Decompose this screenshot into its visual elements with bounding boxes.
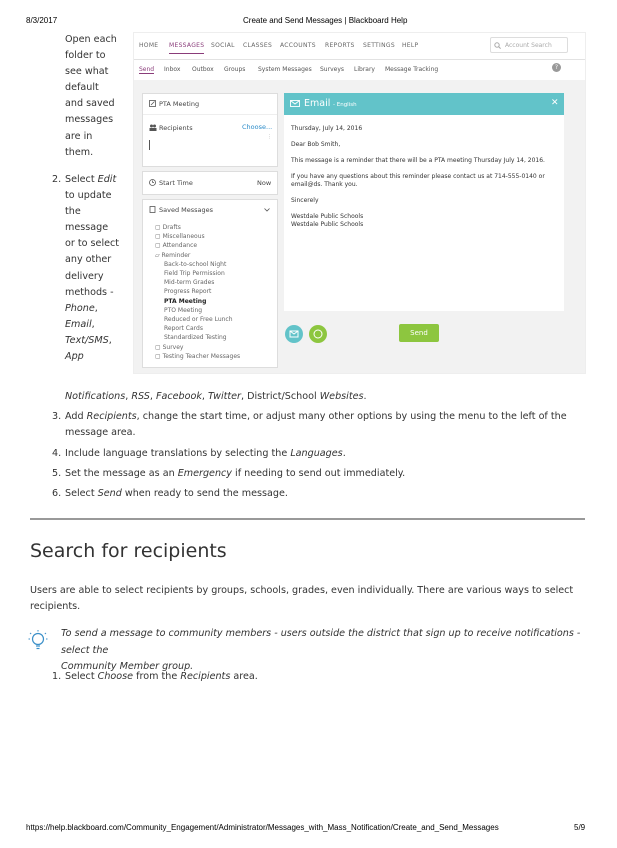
email-header	[284, 93, 564, 115]
subnav-system-messages[interactable]: System Messages	[258, 66, 312, 73]
nav-social[interactable]: SOCIAL	[211, 42, 235, 49]
tree-message[interactable]: Field Trip Permission	[164, 270, 225, 278]
section-heading: Search for recipients	[30, 540, 227, 562]
email-signature: Westdale Public Schools	[291, 221, 364, 228]
sub-nav	[134, 60, 585, 81]
tree-folder[interactable]: ▢ Drafts	[155, 224, 181, 231]
start-time-panel	[142, 171, 278, 195]
top-nav	[134, 33, 585, 60]
envelope-icon	[290, 100, 300, 107]
help-icon[interactable]: ?	[552, 63, 561, 72]
tree-message[interactable]: Report Cards	[164, 325, 203, 333]
lightbulb-icon	[28, 629, 48, 653]
section-paragraph: Users are able to select recipients by groups, schools, grades, even individually. There are various ways to select recipients.	[30, 585, 574, 613]
tree-folder[interactable]: ▢ Testing Teacher Messages	[155, 352, 241, 360]
nav-classes[interactable]: CLASSES	[243, 42, 273, 49]
close-icon[interactable]: ✕	[551, 98, 559, 108]
tree-folder-open[interactable]: ▱ Reminder	[155, 251, 191, 259]
email-title: Email	[304, 98, 331, 109]
tree-message[interactable]: Progress Report	[164, 288, 212, 296]
step3-number: 3.	[52, 411, 62, 422]
email-line: This message is a reminder that there will be a PTA meeting Thursday July 14, 2016.	[291, 157, 545, 164]
start-time-label: Start Time	[159, 179, 193, 187]
step6-number: 6.	[52, 488, 62, 499]
print-date: 8/3/2017	[26, 16, 58, 25]
message-settings-panel	[142, 93, 278, 167]
clock-icon	[149, 179, 156, 186]
search-icon	[494, 42, 501, 49]
group-icon	[149, 124, 157, 131]
tree-message[interactable]: Back-to-school Night	[164, 260, 227, 268]
email-signature: Westdale Public Schools	[291, 213, 364, 220]
email-date: Thursday, July 14, 2016	[291, 125, 363, 132]
document-icon	[149, 206, 156, 213]
step5-text: Set the message as an Emergency if needing to send out immediately.	[65, 468, 406, 479]
folder-tree	[155, 223, 240, 361]
section-divider	[30, 518, 585, 520]
step4-number: 4.	[52, 448, 62, 459]
choose-link[interactable]: Choose...	[242, 123, 273, 131]
email-line: email@ds. Thank you.	[291, 181, 358, 188]
email-closing: Sincerely	[291, 197, 319, 204]
saved-messages-label: Saved Messages	[159, 206, 214, 214]
tree-folder[interactable]: ▢ Survey	[155, 343, 184, 351]
tree-message[interactable]: Mid-term Grades	[164, 279, 215, 287]
nav-accounts[interactable]: ACCOUNTS	[280, 42, 316, 49]
recipients-label: Recipients	[159, 124, 193, 132]
nav-settings[interactable]: SETTINGS	[363, 42, 395, 49]
subnav-library[interactable]: Library	[354, 66, 375, 73]
nav-home[interactable]: HOME	[139, 42, 159, 49]
subnav-outbox[interactable]: Outbox	[192, 66, 214, 73]
subnav-groups[interactable]: Groups	[224, 66, 246, 73]
step6-text: Select Send when ready to send the message.	[65, 488, 288, 499]
step4-text: Include language translations by selecting the Languages.	[65, 448, 346, 459]
print-title: Create and Send Messages | Blackboard Help	[243, 16, 408, 25]
email-line: If you have any questions about this reminder please contact us at 714-555-0140 or	[291, 173, 545, 180]
account-search-input[interactable]: Account Search	[490, 37, 568, 53]
footer-url: https://help.blackboard.com/Community_Engagement/Administrator/Messages_with_Mass_Notification/Create_and_Send_Messages	[26, 823, 499, 832]
substep1-text: Select Choose from the Recipients area.	[65, 671, 258, 682]
start-time-value[interactable]: Now	[257, 179, 272, 187]
tree-message[interactable]: PTO Meeting	[164, 306, 203, 314]
subnav-surveys[interactable]: Surveys	[320, 66, 344, 73]
step1-continuation: Open each folder to see what default and saved messages are in them.	[65, 34, 117, 158]
tree-message[interactable]: Standardized Testing	[164, 334, 227, 342]
recipients-input[interactable]	[149, 140, 150, 150]
tree-folder[interactable]: ▢ Miscellaneous	[155, 233, 205, 241]
footer-page-number: 5/9	[574, 823, 586, 832]
edit-icon	[149, 100, 156, 107]
chevron-down-icon[interactable]	[264, 208, 270, 212]
compose-area	[134, 80, 585, 373]
step2-number: 2.	[52, 174, 62, 185]
nav-help[interactable]: HELP	[402, 42, 419, 49]
chat-channel-icon[interactable]	[309, 325, 327, 343]
subnav-inbox[interactable]: Inbox	[164, 66, 181, 73]
email-channel-icon[interactable]	[285, 325, 303, 343]
step3-text: Add Recipients, change the start time, or adjust many other options by using the menu to the left of the message area.	[65, 411, 567, 439]
send-button[interactable]: Send	[399, 324, 439, 342]
message-name[interactable]: PTA Meeting	[159, 100, 200, 108]
nav-reports[interactable]: REPORTS	[325, 42, 355, 49]
step5-number: 5.	[52, 468, 62, 479]
email-greeting: Dear Bob Smith,	[291, 141, 341, 148]
subnav-message-tracking[interactable]: Message Tracking	[385, 66, 439, 73]
subnav-send[interactable]: Send	[139, 66, 155, 73]
tree-folder[interactable]: ▢ Attendance	[155, 242, 198, 250]
step2-continuation: Notifications, RSS, Facebook, Twitter, District/School Websites.	[65, 391, 367, 402]
tree-message[interactable]: Reduced or Free Lunch	[164, 316, 233, 324]
app-screenshot	[133, 32, 586, 374]
email-editor	[284, 93, 564, 311]
tip-note: To send a message to community members - users outside the district that sign up to receive notifications - select the Community Member group.	[61, 628, 581, 673]
tree-message-selected[interactable]: PTA Meeting	[164, 297, 207, 305]
nav-messages[interactable]: MESSAGES	[169, 42, 204, 54]
resize-dots: ⋮	[267, 134, 272, 140]
saved-messages-panel	[142, 199, 278, 368]
step2-text: Select Edit to update the message or to select any other delivery methods - Phone, Email, Text/SMS, App	[65, 174, 120, 363]
email-language[interactable]: - English	[333, 102, 357, 108]
substep1-number: 1.	[52, 671, 62, 682]
